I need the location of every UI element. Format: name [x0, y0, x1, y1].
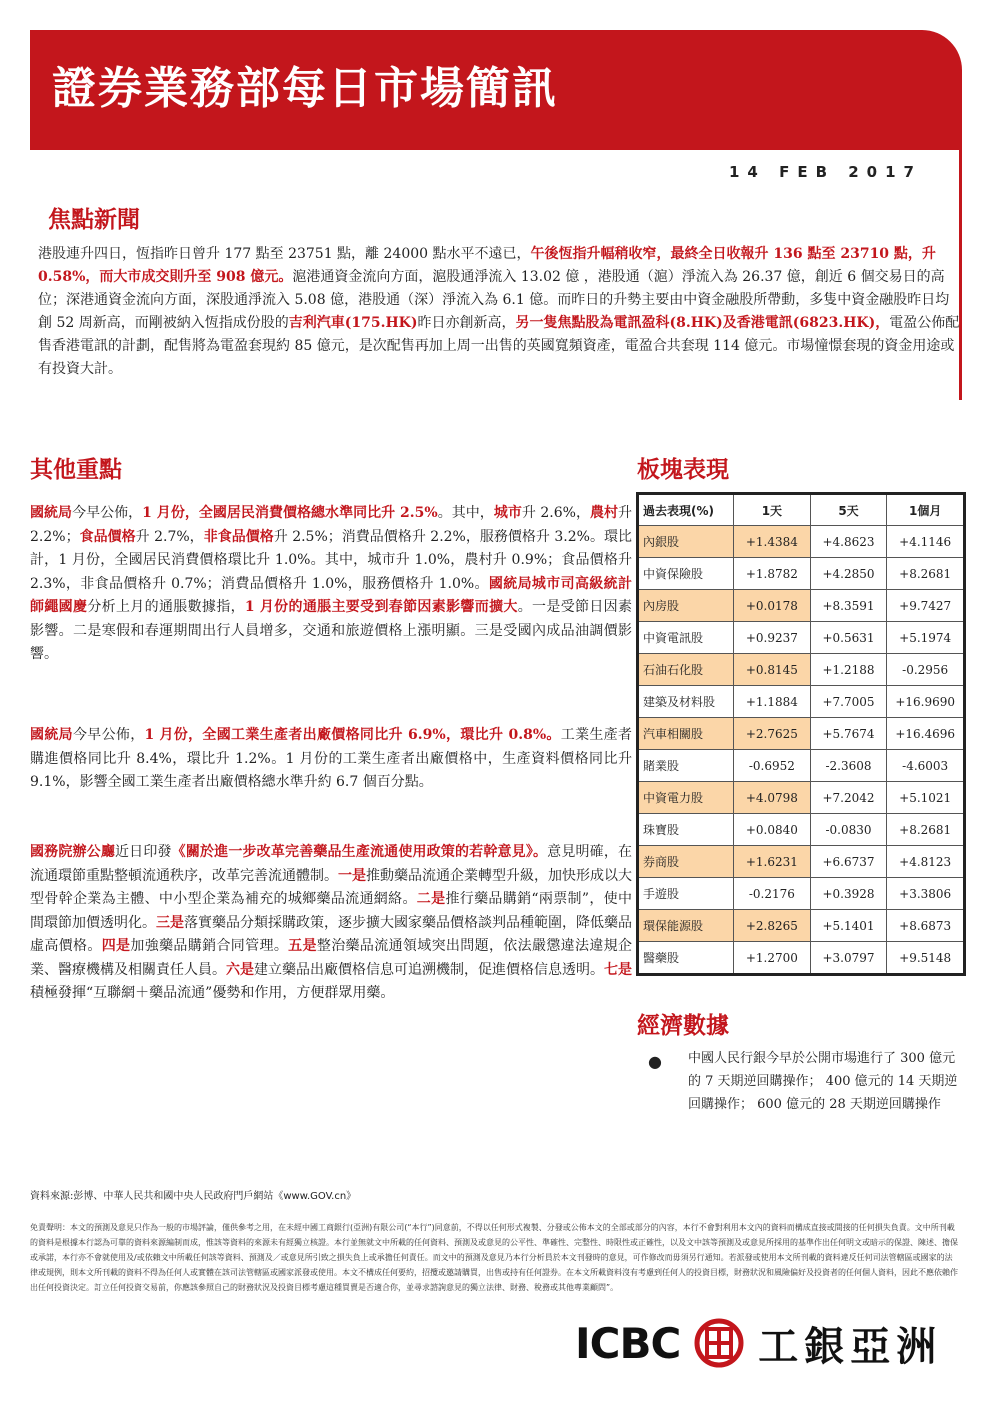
body-text: 工業生產者購進價格同比升 8.4%，環比升 1.2%。1 月份的工業生產者出廠價格中，生產資料價格同比升 9.1%，影響全國工業生產者出廠價格總水準升約 6.7 個百分點。	[30, 727, 633, 790]
sector-value-5d: +6.6737	[810, 846, 887, 878]
body-text: 積極發揮“互聯網＋藥品流通”優勢和作用，方便群眾用藥。	[30, 985, 395, 1001]
highlight-text: 三是	[156, 914, 184, 931]
body-text: 今早公佈，	[72, 505, 143, 521]
sector-value-5d: +1.2188	[810, 654, 887, 686]
sector-value-5d: +7.2042	[810, 782, 887, 814]
sector-name: 石油石化股	[638, 654, 734, 686]
economy-text: 中國人民行銀今早於公開市場進行了 300 億元的 7 天期逆回購操作； 400 億元的 14 天期逆回購操作； 600 億元的 28 天期逆回購操作	[688, 1051, 958, 1112]
disclaimer-text: 免責聲明：本文的預測及意見只作為一般的市場評論，僅供參考之用，在未經中國工商銀行(亞洲)有限公司(“本行”)同意前，不得以任何形式複製、分發或公佈本文的全部或部分的內容，本行不會對利用本文內的資料而構成直接或間接的任何損失負責。文中所刊載的資料是根據本行認為可靠的資料來源編制而成，惟該等資料的來源未有經獨立核證。本行並無就文中所載的任何資料、預測及或意見的公平性、準確性、完整性、時限性或正確性，以及文中該等預測及或意見所採用的基準作出任何明文或暗示的保證、陳述、擔保或承諾，本行亦不會就使用及/或依賴文中所載任何該等資料、預測及／或意見所引致之損失負上或承擔任何責任。而文中的預測及意見乃本行分析員於本文刊發時的意見，可作修改而毋須另行通知。若派發或使用本文所刊載的資料違反任何司法管轄區或國家的法律或規例，則本文所刊載的資料不得為任何人或實體在該司法管轄區或國家派發或使用。本文不構成任何要約，招攬或邀請購買，出售或持有任何證券。在本文所載資料沒有考慮到任何人的投資目標，財務狀況和風險偏好及投資者的任何個人資料，因此不應依賴作出任何投資決定。訂立任何投資交易前，你應該參照自己的財務狀況及投資目標考慮這種買賣是否適合你，並尋求諮詢意見的獨立法律、財務、稅務或其他專業顧問”。	[30, 1223, 958, 1292]
highlight-text: 城市	[493, 505, 522, 521]
sector-value-5d: +4.8623	[810, 526, 887, 558]
sector-value-1d: +1.4384	[734, 526, 811, 558]
body-text: 。其中，	[437, 505, 494, 521]
body-text: 升 2.7%，	[135, 528, 204, 545]
body-text: 推行藥品購銷“兩票制”，使中間環節加價透明化。	[30, 891, 632, 931]
col-header-1d: 1天	[734, 494, 811, 526]
others-paragraph-ppi	[30, 724, 632, 795]
highlight-text: 農村	[589, 505, 619, 521]
sector-value-5d: -0.0830	[810, 814, 887, 846]
sector-value-1m: +5.1021	[887, 782, 965, 814]
highlight-text: 五是	[288, 938, 317, 954]
body-text: 分析上月的通脹數據指，	[87, 599, 245, 615]
sector-name: 中資電訊股	[638, 622, 734, 654]
sector-value-5d: +5.7674	[810, 718, 887, 750]
table-row	[638, 942, 965, 975]
sector-value-1m: +16.4696	[887, 718, 965, 750]
highlight-text: 國統局	[30, 727, 73, 743]
table-row	[638, 558, 965, 590]
body-text: 電盈公佈配售香港電訊的計劃，配售將為電盈套現約 85 億元，是次配售再加上周一出售的英國寬頻資產，電盈合共套現 114 億元。市場憧憬套現的資金用途或有投資大計。	[38, 315, 960, 377]
sector-value-1d: +0.0840	[734, 814, 811, 846]
sector-value-1d: +2.7625	[734, 718, 811, 750]
table-row	[638, 686, 965, 718]
sector-value-1m: +4.1146	[887, 526, 965, 558]
highlight-text: 二是	[416, 891, 446, 907]
body-text: 昨日亦創新高，	[417, 315, 516, 331]
highlight-text: 六是	[226, 961, 254, 978]
table-row	[638, 878, 965, 910]
sector-value-1d: +1.8782	[734, 558, 811, 590]
sector-name: 環保能源股	[638, 910, 734, 942]
sector-value-1m: +4.8123	[887, 846, 965, 878]
table-row	[638, 846, 965, 878]
sector-value-1d: -0.6952	[734, 750, 811, 782]
body-text: 升 2.6%，	[521, 505, 590, 521]
highlight-text: 國統局	[30, 505, 73, 521]
logo-cn: 工銀亞洲	[758, 1323, 943, 1370]
body-text: 整治藥品流通領域突出問題，依法嚴懲違法違規企業、醫療機構及相關責任人員。	[30, 938, 633, 978]
sector-name: 中資保險股	[638, 558, 734, 590]
body-text: 推動藥品流通企業轉型升級，加快形成以大型骨幹企業為主體、中小型企業為補充的城鄉藥品流通網絡。	[30, 867, 632, 907]
highlight-text: 國統局城市司高級統計師繩國慶	[30, 575, 632, 615]
sector-name: 建築及材料股	[638, 686, 734, 718]
highlight-text: 一是	[338, 867, 366, 884]
table-row	[638, 622, 965, 654]
economy-heading: 經濟數據	[637, 1013, 729, 1039]
sector-value-1m: +5.1974	[887, 622, 965, 654]
focus-news-text	[38, 243, 962, 403]
sector-value-5d: +5.1401	[810, 910, 887, 942]
sector-name: 中資電力股	[638, 782, 734, 814]
sector-value-1d: +2.8265	[734, 910, 811, 942]
body-text: 近日印發	[115, 844, 172, 860]
sector-name: 賭業股	[638, 750, 734, 782]
table-row	[638, 654, 965, 686]
sector-value-1m: -4.6003	[887, 750, 965, 782]
icbc-logo	[575, 1318, 942, 1368]
highlight-text: 《關於進一步改革完善藥品生產流通使用政策的若幹意見》。	[171, 844, 548, 860]
sector-value-5d: +7.7005	[810, 686, 887, 718]
sector-value-1d: +1.6231	[734, 846, 811, 878]
highlight-text: 1 月份，全國居民消費價格總水準同比升 2.5%	[142, 505, 438, 521]
sector-name: 內房股	[638, 590, 734, 622]
sector-value-5d: +3.0797	[810, 942, 887, 975]
sector-value-5d: -2.3608	[810, 750, 887, 782]
source-note: 資料來源:彭博、中華人民共和國中央人民政府門戶網站《www.GOV.cn》	[30, 1191, 357, 1202]
report-date: 14 FEB 2017	[729, 163, 922, 181]
table-row	[638, 590, 965, 622]
sector-performance-table	[636, 492, 966, 976]
col-header-period: 過去表現(%)	[638, 494, 734, 526]
sector-value-1m: +8.2681	[887, 558, 965, 590]
highlight-text: 吉利汽車(175.HK)	[288, 315, 418, 331]
sector-value-1m: +16.9690	[887, 686, 965, 718]
sector-name: 醫藥股	[638, 942, 734, 975]
body-text: 加強藥品購銷合同管理。	[130, 938, 289, 954]
sector-value-5d: +0.3928	[810, 878, 887, 910]
sector-value-5d: +4.2850	[810, 558, 887, 590]
body-text: 升 2.5%；消費品價格升 2.2%，服務價格升 3.2%。環比計，1 月份，全國居民消費價格環比升 1.0%。其中，城市升 1.0%，農村升 0.9%；食品價格升 2.3%，非食品價格升 0.7%；消費品價格升 1.0%，服務價格升 1.0%。	[30, 528, 632, 592]
sector-value-1d: +0.0178	[734, 590, 811, 622]
sector-value-1d: +4.0798	[734, 782, 811, 814]
body-text: 港股連升四日，恆指昨日曾升 177 點至 23751 點，離 24000 點水平不遠已，	[38, 246, 531, 262]
highlight-text: 國務院辦公廳	[30, 844, 115, 860]
sectors-heading: 板塊表現	[637, 457, 729, 483]
logo-en: ICBC	[575, 1318, 681, 1368]
body-text: 意見明確，在流通環節重點整頓流通秩序，改革完善流通體制。	[30, 844, 633, 884]
bullet-icon: ●	[648, 1052, 662, 1071]
sector-value-1m: +8.6873	[887, 910, 965, 942]
table-row	[638, 782, 965, 814]
col-header-1m: 1個月	[887, 494, 965, 526]
body-text: 。一是受節日因素影響。二是寒假和春運期間出行人員增多，交通和旅遊價格上漲明顯。三是受國內成品油調價影響。	[30, 599, 633, 662]
body-text: 滬港通資金流向方面，滬股通淨流入 13.02 億 ，港股通（滬）淨流入為 26.37 億，創近 6 個交易日的高位；深港通資金流向方面，深股通淨流入 5.08 億，港股通（深）淨流入為 6.1 億。而昨日的升勢主要由中資金融股所帶動，多隻中資金融股昨日均創 52 周新高，而剛被納入恆指成份股的	[38, 269, 950, 331]
others-heading: 其他重點	[30, 457, 122, 483]
table-row	[638, 910, 965, 942]
sector-value-1m: +9.7427	[887, 590, 965, 622]
sector-value-1d: +0.9237	[734, 622, 811, 654]
sector-value-1m: -0.2956	[887, 654, 965, 686]
table-row	[638, 718, 965, 750]
sector-value-5d: +0.5631	[810, 622, 887, 654]
body-text: 落實藥品分類採購政策，逐步擴大國家藥品價格談判品種範圍，降低藥品虛高價格。	[30, 914, 632, 954]
highlight-text: 另一隻焦點股為電訊盈科(8.HK)及香港電訊(6823.HK)，	[515, 315, 890, 331]
others-paragraph-cpi	[30, 502, 632, 667]
sector-value-1d: +0.8145	[734, 654, 811, 686]
sector-value-1d: -0.2176	[734, 878, 811, 910]
sector-name: 券商股	[638, 846, 734, 878]
highlight-text: 四是	[101, 938, 131, 954]
sector-name: 汽車相關股	[638, 718, 734, 750]
sector-value-5d: +8.3591	[810, 590, 887, 622]
table-row	[638, 814, 965, 846]
sector-name: 手遊股	[638, 878, 734, 910]
table-row	[638, 526, 965, 558]
sector-value-1d: +1.2700	[734, 942, 811, 975]
body-text: 建立藥品出廠價格信息可追溯機制，促進價格信息透明。	[254, 961, 604, 978]
highlight-text: 1 月份，全國工業生產者出廠價格同比升 6.9%，環比升 0.8%。	[144, 727, 561, 743]
sector-value-1d: +1.1884	[734, 686, 811, 718]
sector-value-1m: +8.2681	[887, 814, 965, 846]
others-paragraph-drug-policy	[30, 841, 632, 1006]
sector-value-1m: +9.5148	[887, 942, 965, 975]
page-title: 證券業務部每日市場簡訊	[52, 63, 558, 114]
focus-heading: 焦點新聞	[48, 207, 140, 233]
highlight-text: 午後恆指升幅稍收窄，最終全日收報升 136 點至 23710 點，升 0.58%，而大市成交則升至 908 億元。	[38, 246, 936, 285]
highlight-text: 七是	[604, 961, 632, 978]
highlight-text: 1 月份的通脹主要受到春節因素影響而擴大	[244, 599, 518, 615]
sector-name: 珠寶股	[638, 814, 734, 846]
highlight-text: 非食品價格	[203, 528, 274, 545]
highlight-text: 食品價格	[79, 528, 136, 545]
body-text: 升 2.2%；	[30, 505, 633, 545]
sector-name: 內銀股	[638, 526, 734, 558]
body-text: 今早公佈，	[72, 727, 145, 743]
table-header-row	[638, 494, 965, 526]
sector-value-1m: +3.3806	[887, 878, 965, 910]
icbc-emblem-icon	[694, 1318, 744, 1368]
table-row	[638, 750, 965, 782]
col-header-5d: 5天	[810, 494, 887, 526]
